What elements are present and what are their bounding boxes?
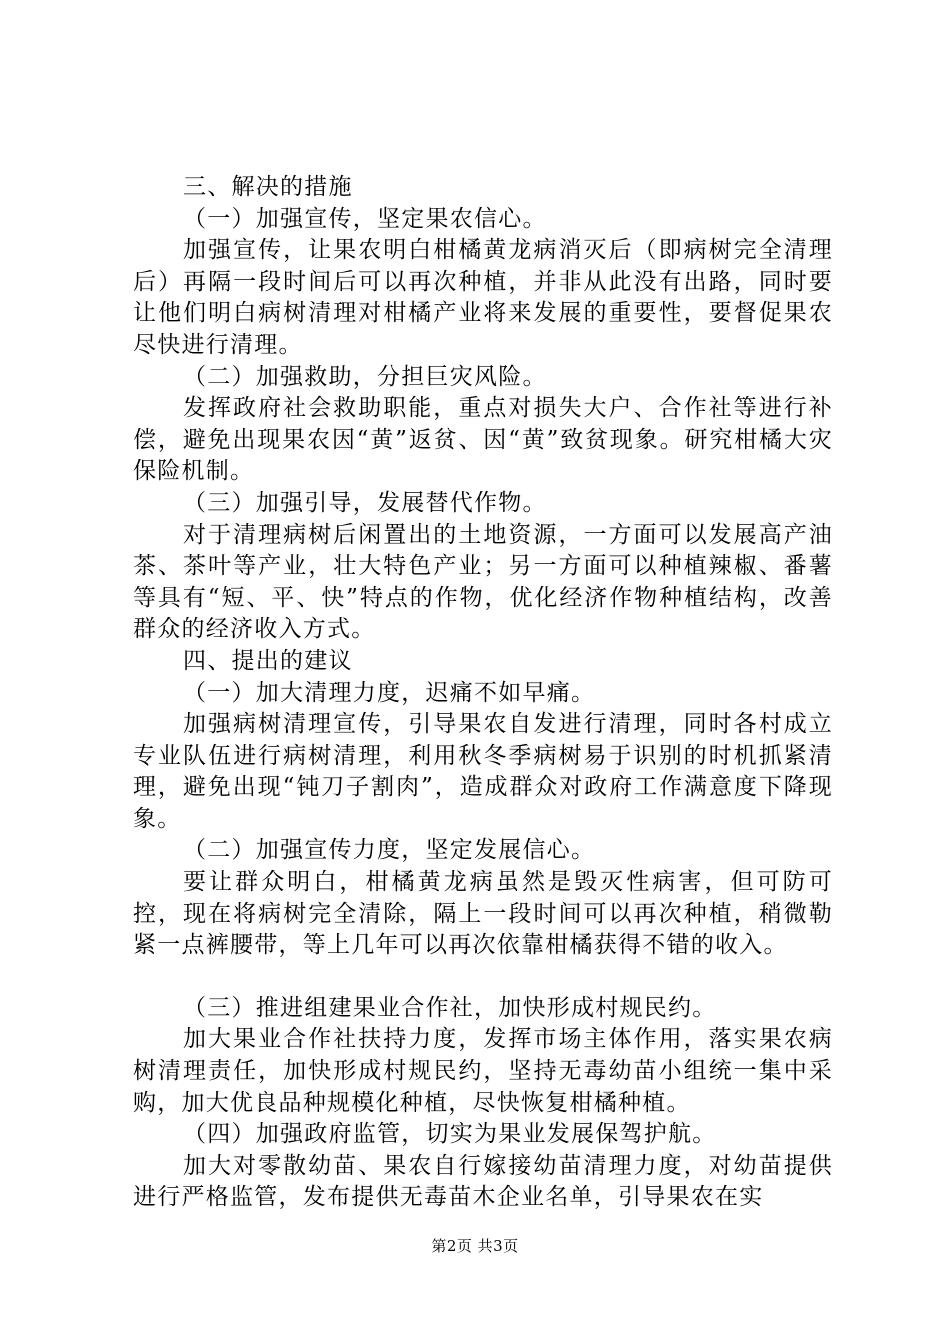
body-paragraph: 加强病树清理宣传，引导果农自发进行清理，同时各村成立专业队伍进行病树清理，利用秋冬季病树易于识别的时机抓紧清理，避免出现“钝刀子割肉”，造成群众对政府工作满意度下降现象。	[133, 711, 833, 832]
subsection-heading: （二）加强救助，分担巨灾风险。	[183, 363, 547, 390]
subsection-heading: （三）推进组建果业合作社，加快形成村规民约。	[183, 994, 717, 1021]
body-paragraph: 加强宣传，让果农明白柑橘黄龙病消灭后（即病树完全清理后）再隔一段时间后可以再次种植，并非从此没有出路，同时要让他们明白病树清理对柑橘产业将来发展的重要性，要督促果农尽快进行清理。	[133, 237, 833, 358]
section-heading: 四、提出的建议	[183, 647, 353, 674]
body-paragraph: 发挥政府社会救助职能，重点对损失大户、合作社等进行补偿，避免出现果农因“黄”返贫、因“黄”致贫现象。研究柑橘大灾保险机制。	[133, 395, 833, 485]
section-heading: 三、解决的措施	[183, 174, 353, 200]
subsection-heading: （二）加强宣传力度，坚定发展信心。	[183, 837, 596, 864]
page-indicator: 第2页 共3页	[431, 1237, 519, 1255]
body-paragraph: 要让群众明白，柑橘黄龙病虽然是毁灭性病害，但可防可控，现在将病树完全清除，隔上一段时间可以再次种植，稍微勒紧一点裤腰带，等上几年可以再次依靠柑橘获得不错的收入。	[133, 869, 833, 959]
subsection-heading: （一）加强宣传，坚定果农信心。	[183, 205, 547, 232]
subsection-heading: （三）加强引导，发展替代作物。	[183, 489, 547, 516]
subsection-heading: （一）加大清理力度，迟痛不如早痛。	[183, 679, 596, 706]
document-body	[133, 172, 833, 1214]
paragraph-spacer	[133, 962, 833, 993]
body-paragraph: 加大果业合作社扶持力度，发挥市场主体作用，落实果农病树清理责任，加快形成村规民约，坚持无毒幼苗小组统一集中采购，加大优良品种规模化种植，尽快恢复柑橘种植。	[133, 1026, 833, 1116]
subsection-heading: （四）加强政府监管，切实为果业发展保驾护航。	[183, 1121, 717, 1148]
body-paragraph: 对于清理病树后闲置出的土地资源，一方面可以发展高产油茶、茶叶等产业，壮大特色产业；另一方面可以种植辣椒、番薯等具有“短、平、快”特点的作物，优化经济作物种植结构，改善群众的经济收入方式。	[133, 521, 833, 643]
page-footer	[0, 1236, 950, 1256]
body-paragraph: 加大对零散幼苗、果农自行嫁接幼苗清理力度，对幼苗提供进行严格监管，发布提供无毒苗木企业名单，引导果农在实	[133, 1152, 833, 1211]
